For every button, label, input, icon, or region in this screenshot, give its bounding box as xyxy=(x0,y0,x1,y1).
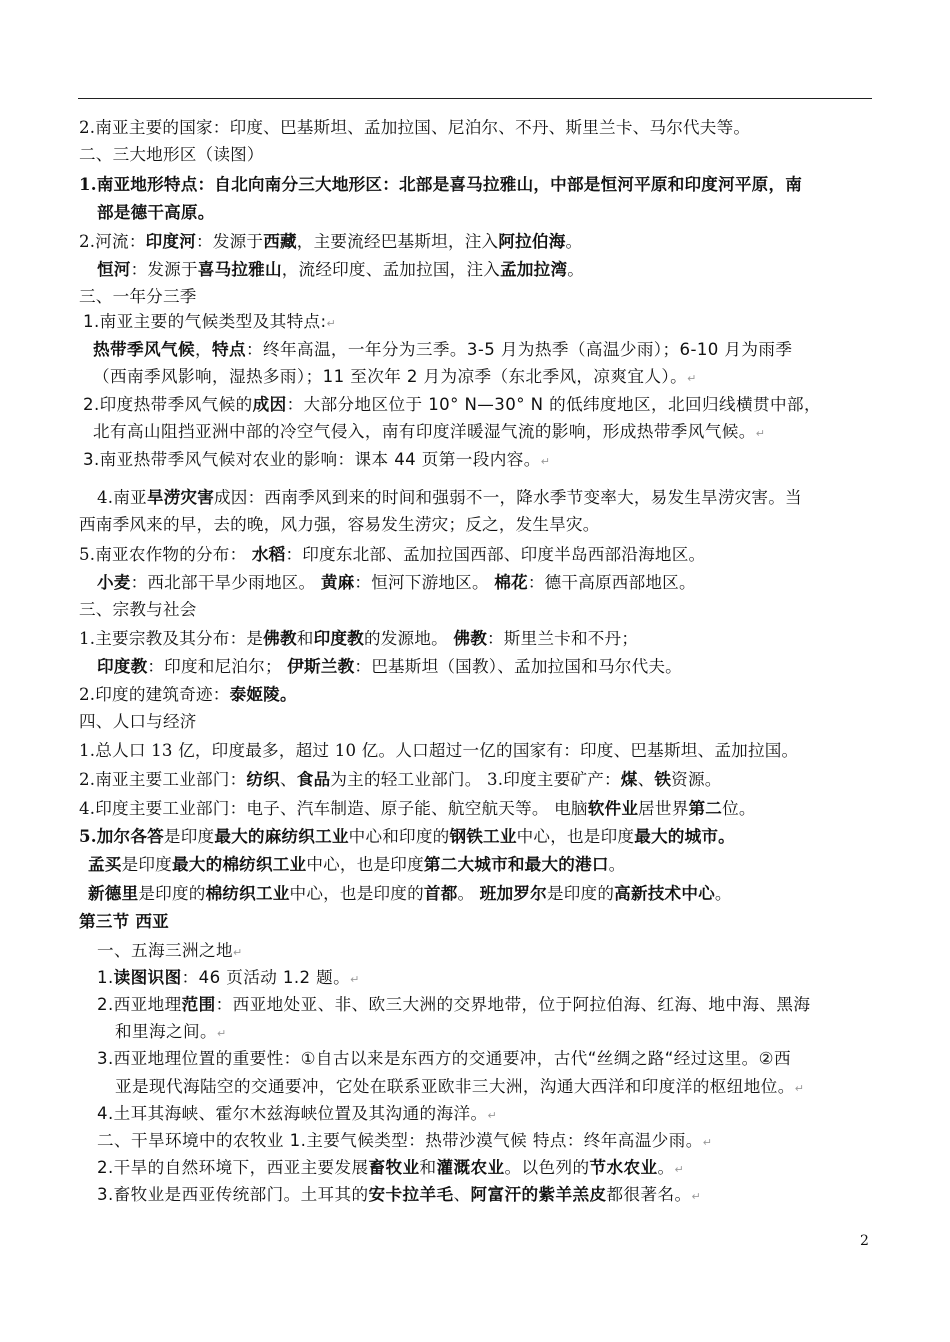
text-line xyxy=(97,1048,791,1070)
bold-text: 最大的麻纺织工业 xyxy=(214,826,349,846)
bold-text: 1.南亚地形特点：自北向南分三大地形区：北部是喜马拉雅山，中部是恒河平原和印度河平原，南 xyxy=(79,174,803,194)
text-run: 的发源地。 xyxy=(363,629,454,648)
bold-text: 部是德干高原。 xyxy=(97,202,215,222)
text-run: 、 xyxy=(637,770,655,789)
bold-text: 最大的棉纺织工业 xyxy=(171,854,307,874)
text-run: 。 xyxy=(657,1158,675,1177)
text-line xyxy=(83,449,550,473)
bold-text: 棉花 xyxy=(494,572,528,592)
text-run: 北有高山阻挡亚洲中部的冷空气侵入，南有印度洋暖湿气流的影响，形成热带季风气候。 xyxy=(93,422,756,441)
paragraph-mark-icon: ↵ xyxy=(794,1082,805,1095)
text-line xyxy=(97,1103,497,1127)
bold-text: 印度教 xyxy=(97,656,148,676)
text-run: 4.南亚 xyxy=(97,488,147,507)
bold-text: 范围 xyxy=(181,995,216,1014)
text-line xyxy=(79,768,722,791)
text-line xyxy=(79,740,798,762)
text-line xyxy=(79,144,264,166)
paragraph-mark-icon: ↵ xyxy=(540,455,551,468)
text-line xyxy=(115,1021,227,1045)
bold-text: 第二大城市和最大的港口 xyxy=(423,854,609,874)
bold-text: 旱涝灾害 xyxy=(146,487,215,507)
bold-text: 新德里 xyxy=(88,883,139,903)
text-line xyxy=(79,599,197,621)
text-run: 1.总人口 13 亿，印度最多，超过 10 亿。人口超过一亿的国家有：印度、巴基斯坦、孟加拉国。 xyxy=(79,741,799,760)
bold-text: 印度教 xyxy=(313,628,364,648)
bold-text: 恒河 xyxy=(97,259,131,279)
text-line xyxy=(97,201,215,224)
paragraph-mark-icon: ↵ xyxy=(687,372,697,385)
text-run: 二、干旱环境中的农牧业 1.主要气候类型：热带沙漠气候 特点：终年高温少雨。 xyxy=(97,1131,703,1150)
text-run: ：印度和尼泊尔； xyxy=(147,657,288,676)
bold-text: 第三节 西亚 xyxy=(79,911,169,931)
text-line xyxy=(97,1130,712,1154)
text-run: ：46 页活动 1.2 题。 xyxy=(181,968,351,987)
bold-text: 安卡拉羊毛 xyxy=(368,1185,454,1204)
bold-text: 畜牧业 xyxy=(368,1158,420,1177)
text-line xyxy=(79,910,169,933)
text-run: 和 xyxy=(296,629,314,648)
text-run: ：西亚地处亚、非、欧三大洲的交界地带，位于阿拉伯海、红海、地中海、黑海 xyxy=(215,995,811,1014)
bold-text: 孟加拉湾 xyxy=(500,259,568,279)
text-line xyxy=(97,1157,684,1181)
paragraph-mark-icon: ↵ xyxy=(691,1190,702,1203)
text-run: 为主的轻工业部门。 3.印度主要矿产： xyxy=(330,770,621,789)
text-run: 和 xyxy=(419,1158,437,1177)
bold-text: 纺织 xyxy=(246,769,280,789)
paragraph-mark-icon: ↵ xyxy=(232,946,243,959)
bold-text: 读图识图 xyxy=(113,968,182,987)
text-run: 资源。 xyxy=(671,770,722,789)
text-line xyxy=(93,366,697,390)
bold-text: 节水农业 xyxy=(589,1158,658,1177)
text-line xyxy=(79,825,735,848)
text-run: 。以色列的 xyxy=(504,1158,590,1177)
paragraph-mark-icon: ↵ xyxy=(216,1027,227,1040)
paragraph-mark-icon: ↵ xyxy=(326,317,337,330)
bold-text: 喜马拉雅山 xyxy=(197,259,282,279)
text-run: ：德干高原西部地区。 xyxy=(527,573,696,592)
text-run: ：发源于 xyxy=(196,232,264,251)
text-run: 居世界 xyxy=(638,799,689,818)
text-line xyxy=(79,627,638,650)
text-run: 1.南亚主要的气候类型及其特点: xyxy=(83,312,327,331)
text-run: 。 xyxy=(567,260,585,279)
text-line xyxy=(97,967,360,991)
text-run: ：斯里兰卡和不丹； xyxy=(487,629,639,648)
bold-text: 高新技术中心 xyxy=(614,883,715,903)
bold-text: 铁 xyxy=(654,769,672,789)
text-run: ：恒河下游地区。 xyxy=(354,573,495,592)
text-run: ：印度东北部、孟加拉国西部、印度半岛西部沿海地区。 xyxy=(285,545,706,564)
bold-text: 首都 xyxy=(423,883,458,903)
text-line xyxy=(97,486,802,509)
bold-text: 水稻 xyxy=(251,544,286,564)
text-line xyxy=(79,683,297,706)
text-line xyxy=(79,711,197,733)
text-run: 2.南亚主要工业部门： xyxy=(79,770,247,789)
text-line xyxy=(79,514,600,536)
bold-text: 泰姬陵。 xyxy=(229,684,297,704)
bold-text: 软件业 xyxy=(587,798,639,818)
text-run: 三、宗教与社会 xyxy=(79,600,197,619)
bold-text: 成因 xyxy=(252,395,287,414)
text-run: 是印度 xyxy=(121,855,172,874)
paragraph-mark-icon: ↵ xyxy=(702,1136,713,1149)
bold-text: 特点 xyxy=(211,340,246,359)
text-run: 2.干旱的自然环境下，西亚主要发展 xyxy=(97,1158,369,1177)
text-run: ， xyxy=(194,340,212,359)
bold-text: 5. xyxy=(79,826,97,846)
text-line xyxy=(97,940,243,964)
bold-text: 最大的城市。 xyxy=(634,826,735,846)
text-run: 一、五海三洲之地 xyxy=(97,941,233,960)
text-run: 4.土耳其海峡、霍尔木兹海峡位置及其沟通的海洋。 xyxy=(97,1104,488,1123)
bold-text: 灌溉农业 xyxy=(436,1158,505,1177)
text-run: 1. xyxy=(97,968,114,987)
text-run: 3.南亚热带季风气候对农业的影响：课本 44 页第一段内容。 xyxy=(83,450,541,469)
text-line xyxy=(93,339,792,361)
text-line xyxy=(115,1076,804,1100)
text-line xyxy=(97,1184,701,1208)
bold-text: 小麦 xyxy=(97,572,131,592)
text-run: 中心，也是印度 xyxy=(516,827,635,846)
text-run: 2.西亚地理 xyxy=(97,995,182,1014)
text-run: 成因：西南季风到来的时间和强弱不一，降水季节变率大，易发生旱涝灾害。当 xyxy=(214,488,802,507)
text-run: 3.西亚地理位置的重要性：①自古以来是东西方的交通要冲，古代“丝绸之路“经过这里。②西 xyxy=(97,1049,791,1068)
text-line xyxy=(83,394,821,416)
text-run: 5.南亚农作物的分布： xyxy=(79,545,252,564)
text-run: 。 xyxy=(608,855,626,874)
text-run: ：巴基斯坦（国教）、孟加拉国和马尔代夫。 xyxy=(354,657,682,676)
bold-text: 黄麻 xyxy=(320,572,355,592)
bold-text: 第二 xyxy=(688,798,723,818)
text-run: 2.印度热带季风气候的 xyxy=(83,395,253,414)
bold-text: 食品 xyxy=(296,769,331,789)
text-run: 。 xyxy=(457,884,480,903)
text-run: 2.印度的建筑奇迹： xyxy=(79,685,230,704)
bold-text: 煤 xyxy=(620,769,638,789)
bold-text: 钢铁工业 xyxy=(449,826,517,846)
text-run: 2.南亚主要的国家：印度、巴基斯坦、孟加拉国、尼泊尔、不丹、斯里兰卡、马尔代夫等。 xyxy=(79,118,751,137)
text-run: ：大部分地区位于 10° N—30° N 的低纬度地区，北回归线横贯中部， xyxy=(286,395,821,414)
text-run: 。 xyxy=(714,884,732,903)
text-run: 位。 xyxy=(722,799,756,818)
text-run: 中心，也是印度的 xyxy=(289,884,424,903)
paragraph-mark-icon: ↵ xyxy=(755,427,766,440)
text-line xyxy=(88,853,625,876)
bold-text: 孟买 xyxy=(88,854,122,874)
text-run: 西南季风来的早，去的晚，风力强，容易发生涝灾；反之，发生旱灾。 xyxy=(79,515,600,534)
text-run: 、 xyxy=(453,1185,471,1204)
text-run: 是印度的 xyxy=(546,884,615,903)
text-run: ：西北部干旱少雨地区。 xyxy=(130,573,321,592)
text-run: ，流经印度、孟加拉国，注入 xyxy=(281,260,501,279)
text-run: ：发源于 xyxy=(130,260,198,279)
text-run: 2.河流： xyxy=(79,232,146,251)
text-line xyxy=(79,286,197,308)
bold-text: 班加罗尔 xyxy=(479,883,547,903)
text-run: ，主要流经巴基斯坦，注入 xyxy=(296,232,499,251)
bold-text: 热带季风气候 xyxy=(93,340,195,359)
text-run: 中心，也是印度 xyxy=(306,855,424,874)
bold-text: 伊斯兰教 xyxy=(287,656,355,676)
text-run: 、 xyxy=(279,770,297,789)
text-run: 是印度 xyxy=(163,827,215,846)
text-line xyxy=(97,571,696,594)
text-run: 三、一年分三季 xyxy=(79,287,197,306)
text-line xyxy=(93,421,765,445)
text-run: 4.印度主要工业部门：电子、汽车制造、原子能、航空航天等。 电脑 xyxy=(79,799,588,818)
bold-text: 棉纺织工业 xyxy=(205,883,290,903)
text-line xyxy=(79,173,802,196)
paragraph-mark-icon: ↵ xyxy=(674,1163,685,1176)
text-run: 都很著名。 xyxy=(606,1185,692,1204)
paragraph-mark-icon: ↵ xyxy=(487,1109,498,1122)
text-line xyxy=(97,994,810,1016)
bold-text: 印度河 xyxy=(145,231,197,251)
header-rule xyxy=(78,98,872,99)
text-line xyxy=(83,311,336,335)
text-run: 和里海之间。 xyxy=(115,1022,217,1041)
bold-text: 佛教 xyxy=(263,628,297,648)
paragraph-mark-icon: ↵ xyxy=(350,973,360,986)
text-line xyxy=(79,543,705,566)
text-run: 是印度的 xyxy=(138,884,206,903)
text-run: 1.主要宗教及其分布：是 xyxy=(79,629,264,648)
text-run: 中心和印度的 xyxy=(348,827,450,846)
bold-text: 加尔各答 xyxy=(96,826,164,846)
text-run: （西南季风影响，湿热多雨）；11 至次年 2 月为凉季（东北季风，凉爽宜人）。 xyxy=(93,367,688,386)
text-line xyxy=(79,117,750,139)
bold-text: 阿富汗的紫羊羔皮 xyxy=(470,1185,607,1204)
page-number: 2 xyxy=(860,1233,869,1249)
text-run: 。 xyxy=(565,232,583,251)
bold-text: 佛教 xyxy=(453,628,487,648)
text-run: 3.畜牧业是西亚传统部门。土耳其的 xyxy=(97,1185,369,1204)
text-run: 二、三大地形区（读图） xyxy=(79,145,264,164)
text-run: ：终年高温，一年分为三季。3-5 月为热季（高温少雨）；6-10 月为雨季 xyxy=(245,340,793,359)
text-line xyxy=(97,655,682,678)
bold-text: 阿拉伯海 xyxy=(498,231,566,251)
text-line xyxy=(97,258,584,281)
text-line xyxy=(88,882,732,905)
text-line xyxy=(79,797,756,820)
text-run: 亚是现代海陆空的交通要冲，它处在联系亚欧非三大洲，沟通大西洋和印度洋的枢纽地位。 xyxy=(115,1077,795,1096)
text-run: 四、人口与经济 xyxy=(79,712,197,731)
bold-text: 西藏 xyxy=(263,231,297,251)
text-line xyxy=(79,230,582,253)
